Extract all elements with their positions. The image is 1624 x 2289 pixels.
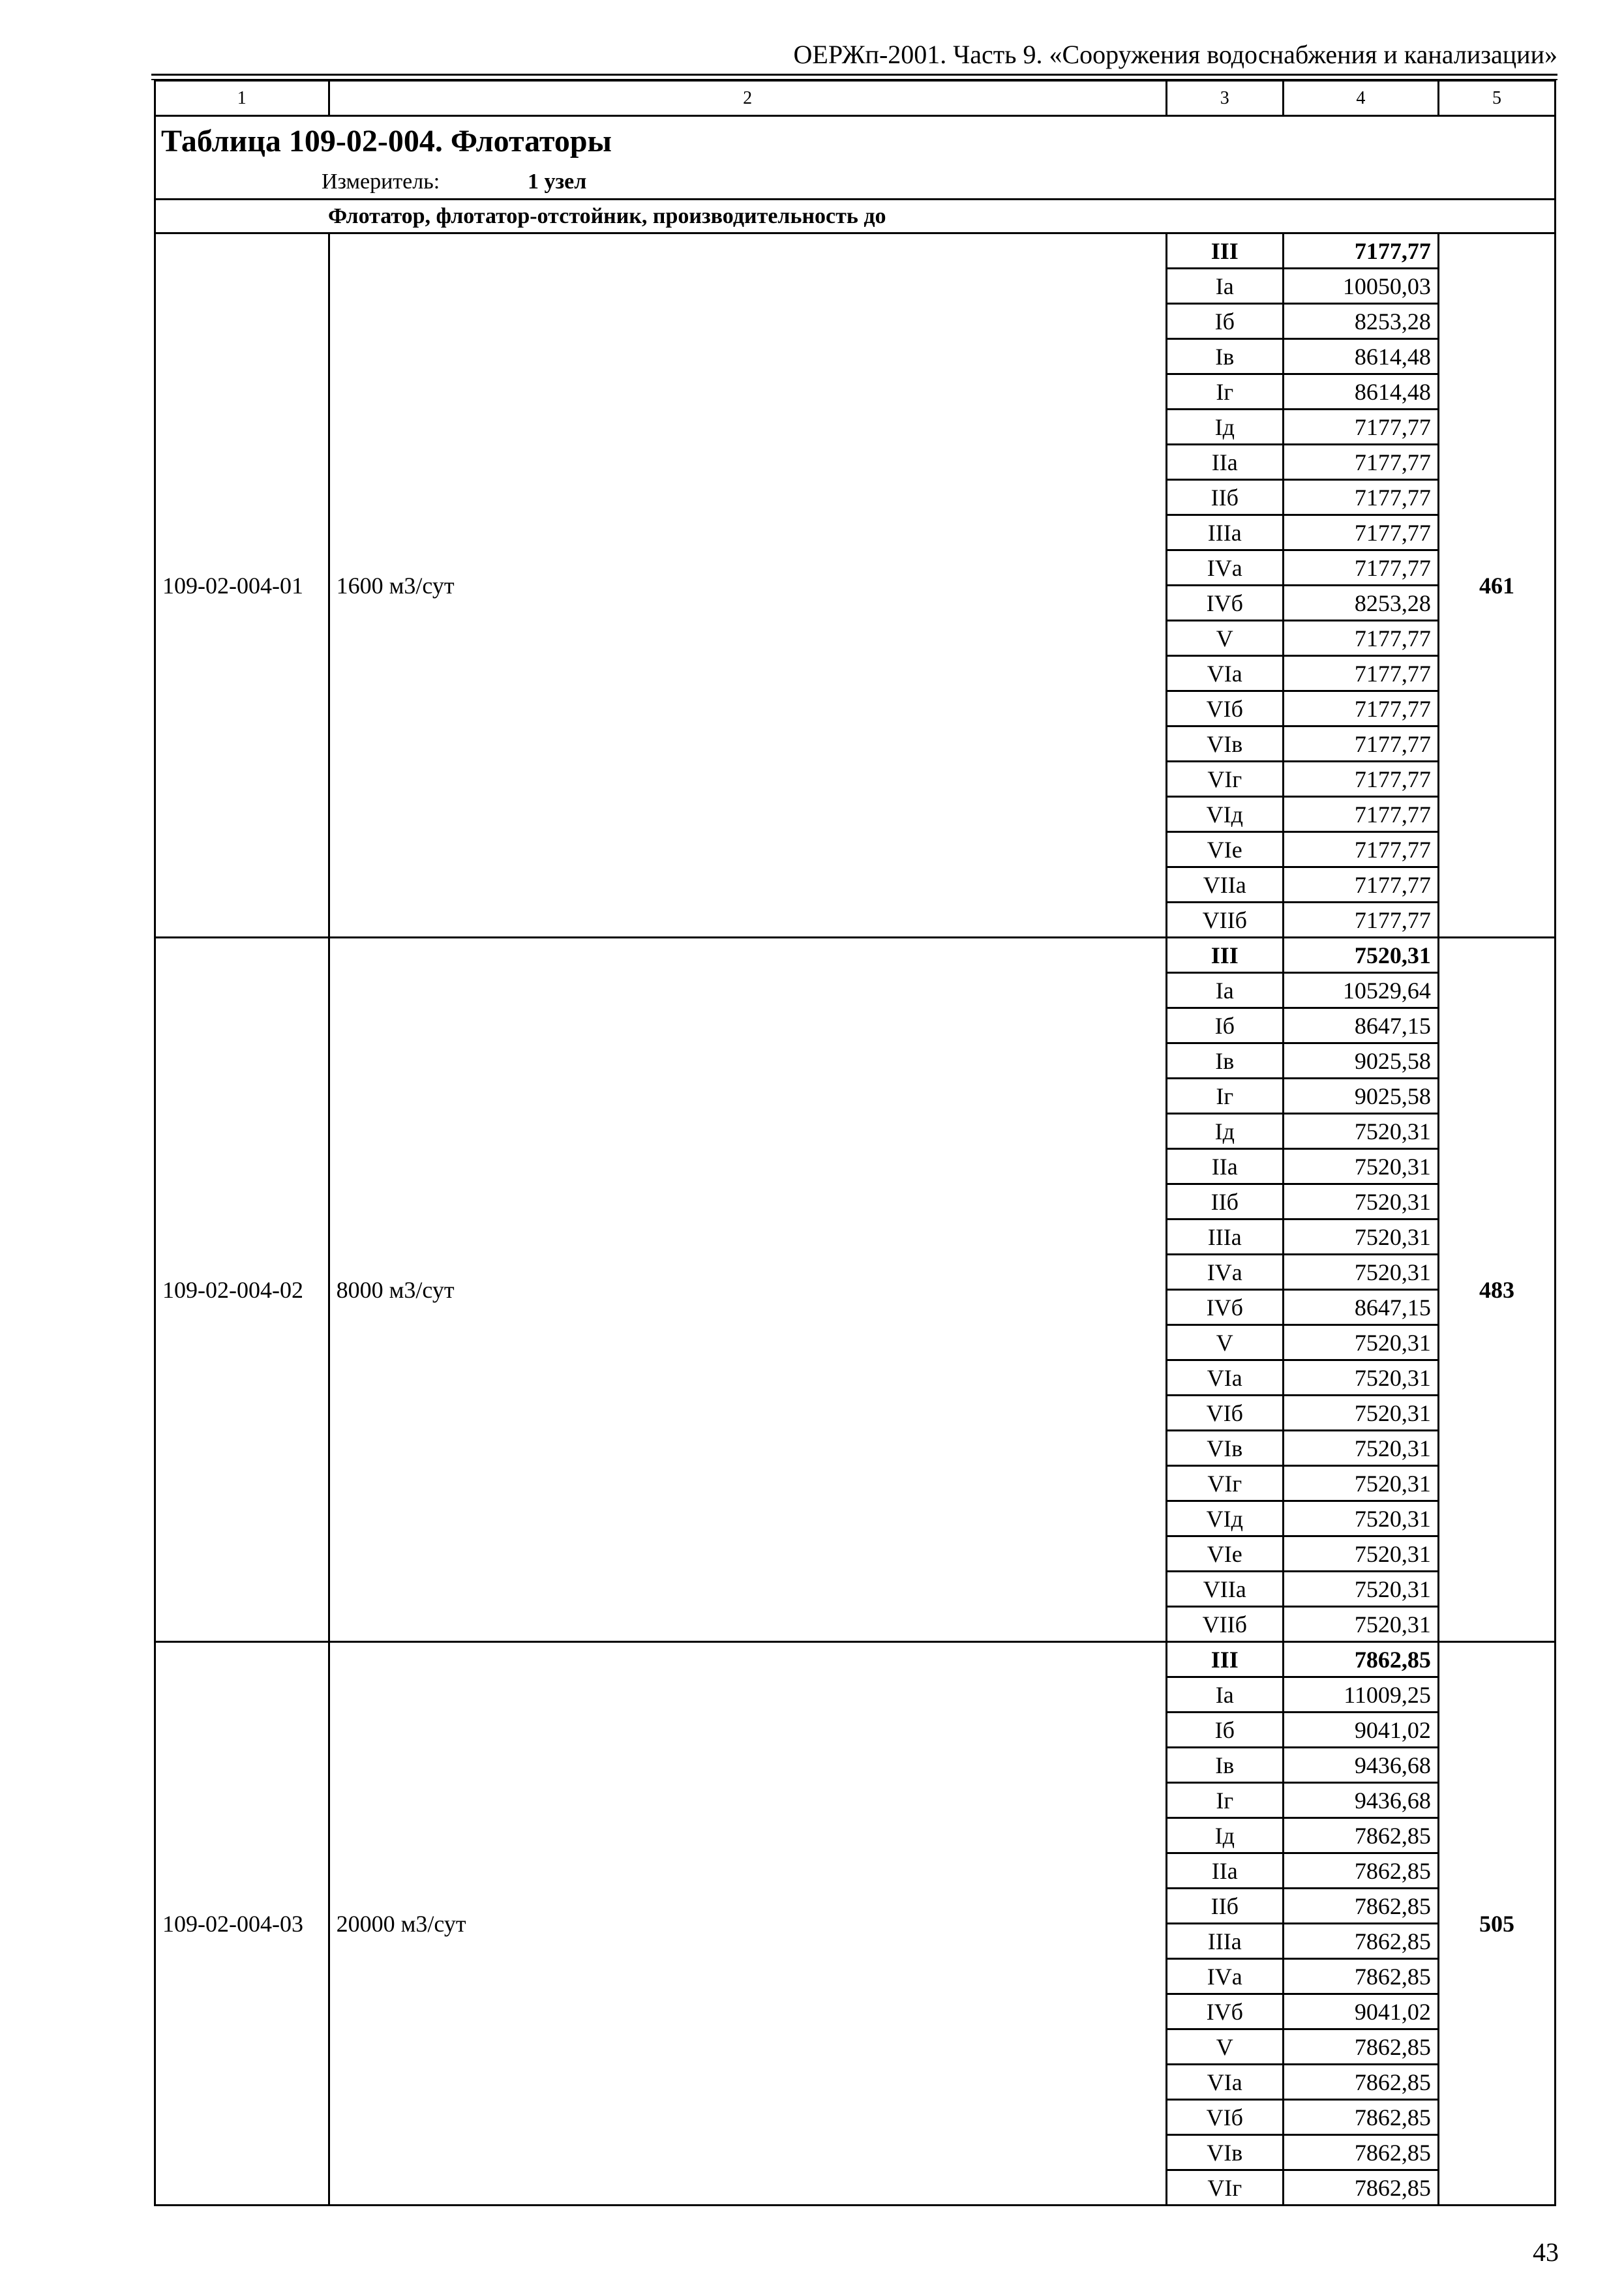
running-header: ОЕРЖп-2001. Часть 9. «Сооружения водоснабжения и канализации» (793, 40, 1557, 69)
zone-cell: Iг (1166, 374, 1283, 410)
zone-cell: VIв (1166, 1431, 1283, 1466)
price-cell: 7862,85 (1283, 1818, 1438, 1853)
zone-cell: IVб (1166, 1994, 1283, 2029)
price-cell: 7520,31 (1283, 1431, 1438, 1466)
price-cell: 8253,28 (1283, 586, 1438, 621)
zone-cell: III (1166, 1642, 1283, 1677)
price-cell: 7177,77 (1283, 480, 1438, 515)
column-number: 2 (329, 81, 1166, 116)
price-cell: 7177,77 (1283, 903, 1438, 938)
price-cell: 7177,77 (1283, 550, 1438, 586)
price-cell: 7862,85 (1283, 2029, 1438, 2065)
price-cell: 9041,02 (1283, 1994, 1438, 2029)
column-number: 4 (1283, 81, 1438, 116)
price-cell: 7520,31 (1283, 1219, 1438, 1255)
zone-cell: Iг (1166, 1783, 1283, 1818)
item-name: 8000 м3/сут (329, 938, 1166, 1642)
price-cell: 7520,31 (1283, 1149, 1438, 1184)
zone-cell: Iб (1166, 304, 1283, 339)
zone-cell: Iд (1166, 1114, 1283, 1149)
column-number-row (155, 81, 1556, 116)
item-code: 109-02-004-01 (155, 233, 329, 938)
price-cell: 7177,77 (1283, 410, 1438, 445)
price-cell: 7177,77 (1283, 797, 1438, 832)
zone-cell: VIг (1166, 1466, 1283, 1501)
extra-value: 505 (1438, 1642, 1555, 2206)
zone-cell: VIб (1166, 1396, 1283, 1431)
column-number: 3 (1166, 81, 1283, 116)
price-cell: 7520,31 (1283, 1184, 1438, 1219)
zone-cell: VIIб (1166, 1607, 1283, 1642)
price-cell: 7862,85 (1283, 1642, 1438, 1677)
price-cell: 7520,31 (1283, 938, 1438, 973)
zone-cell: IVа (1166, 1959, 1283, 1994)
zone-cell: VIд (1166, 797, 1283, 832)
price-cell: 7862,85 (1283, 2100, 1438, 2135)
zone-cell: IVб (1166, 1290, 1283, 1325)
meter-cell (155, 165, 1556, 200)
header-rule-thick (151, 74, 1557, 76)
meter (156, 167, 1554, 197)
zone-cell: IVа (1166, 550, 1283, 586)
zone-cell: V (1166, 2029, 1283, 2065)
extra-value: 483 (1438, 938, 1555, 1642)
price-cell: 7862,85 (1283, 2170, 1438, 2206)
price-cell: 7520,31 (1283, 1572, 1438, 1607)
zone-cell: III (1166, 938, 1283, 973)
zone-cell: Iа (1166, 1677, 1283, 1713)
zone-cell: IIа (1166, 1149, 1283, 1184)
price-cell: 7520,31 (1283, 1255, 1438, 1290)
price-cell: 7520,31 (1283, 1114, 1438, 1149)
price-cell: 7520,31 (1283, 1396, 1438, 1431)
price-cell: 9436,68 (1283, 1748, 1438, 1783)
zone-cell: VIIа (1166, 1572, 1283, 1607)
price-cell: 7177,77 (1283, 867, 1438, 903)
table-row (155, 1642, 1556, 1677)
price-cell: 7520,31 (1283, 1466, 1438, 1501)
zone-cell: Iд (1166, 410, 1283, 445)
zone-cell: Iв (1166, 339, 1283, 374)
price-cell: 7862,85 (1283, 2135, 1438, 2170)
column-number: 5 (1438, 81, 1555, 116)
zone-cell: IIа (1166, 1853, 1283, 1889)
table-row (155, 233, 1556, 269)
price-cell: 7862,85 (1283, 1924, 1438, 1959)
price-cell: 8253,28 (1283, 304, 1438, 339)
price-cell: 7177,77 (1283, 656, 1438, 691)
zone-cell: VIIа (1166, 867, 1283, 903)
section-row (155, 200, 1556, 233)
zone-cell: VIв (1166, 2135, 1283, 2170)
zone-cell: Iб (1166, 1008, 1283, 1043)
zone-cell: Iг (1166, 1079, 1283, 1114)
price-cell: 7177,77 (1283, 762, 1438, 797)
zone-cell: VIб (1166, 691, 1283, 726)
meter-row (155, 165, 1556, 200)
item-name: 1600 м3/сут (329, 233, 1166, 938)
price-cell: 7520,31 (1283, 1360, 1438, 1396)
zone-cell: IVа (1166, 1255, 1283, 1290)
price-cell: 7520,31 (1283, 1325, 1438, 1360)
item-name: 20000 м3/сут (329, 1642, 1166, 2206)
zone-cell: Iа (1166, 973, 1283, 1008)
zone-cell: III (1166, 233, 1283, 269)
zone-cell: VIа (1166, 656, 1283, 691)
price-cell: 7177,77 (1283, 515, 1438, 550)
zone-cell: Iд (1166, 1818, 1283, 1853)
price-cell: 7520,31 (1283, 1607, 1438, 1642)
item-code: 109-02-004-02 (155, 938, 329, 1642)
zone-cell: VIг (1166, 762, 1283, 797)
zone-cell: VIа (1166, 2065, 1283, 2100)
zone-cell: V (1166, 1325, 1283, 1360)
zone-cell: IIб (1166, 480, 1283, 515)
zone-cell: IIIа (1166, 1219, 1283, 1255)
price-cell: 10529,64 (1283, 973, 1438, 1008)
table-title: Таблица 109-02-004. Флотаторы (155, 116, 1556, 166)
zone-cell: Iа (1166, 269, 1283, 304)
price-cell: 7177,77 (1283, 726, 1438, 762)
price-cell: 8647,15 (1283, 1008, 1438, 1043)
column-number: 1 (155, 81, 329, 116)
price-cell: 7177,77 (1283, 832, 1438, 867)
section-title: Флотатор, флотатор-отстойник, производительность до (155, 200, 1556, 233)
zone-cell: IIIа (1166, 1924, 1283, 1959)
table-row (155, 938, 1556, 973)
zone-cell: VIIб (1166, 903, 1283, 938)
zone-cell: IIб (1166, 1184, 1283, 1219)
meter-value: 1 узел (528, 169, 587, 194)
price-cell: 8614,48 (1283, 339, 1438, 374)
zone-cell: VIа (1166, 1360, 1283, 1396)
price-cell: 7862,85 (1283, 2065, 1438, 2100)
zone-cell: IIа (1166, 445, 1283, 480)
price-cell: 7862,85 (1283, 1889, 1438, 1924)
price-table (154, 80, 1556, 2206)
price-cell: 9436,68 (1283, 1783, 1438, 1818)
zone-cell: V (1166, 621, 1283, 656)
extra-value: 461 (1438, 233, 1555, 938)
price-cell: 7177,77 (1283, 691, 1438, 726)
price-cell: 7177,77 (1283, 445, 1438, 480)
zone-cell: IIIа (1166, 515, 1283, 550)
meter-label: Измеритель: (322, 169, 440, 194)
price-cell: 8647,15 (1283, 1290, 1438, 1325)
zone-cell: VIе (1166, 832, 1283, 867)
price-cell: 7862,85 (1283, 1959, 1438, 1994)
zone-cell: VIг (1166, 2170, 1283, 2206)
zone-cell: VIд (1166, 1501, 1283, 1536)
price-cell: 9025,58 (1283, 1043, 1438, 1079)
zone-cell: Iб (1166, 1713, 1283, 1748)
price-cell: 7177,77 (1283, 233, 1438, 269)
zone-cell: VIб (1166, 2100, 1283, 2135)
price-cell: 8614,48 (1283, 374, 1438, 410)
price-cell: 7520,31 (1283, 1536, 1438, 1572)
price-cell: 9025,58 (1283, 1079, 1438, 1114)
item-code: 109-02-004-03 (155, 1642, 329, 2206)
zone-cell: VIе (1166, 1536, 1283, 1572)
price-cell: 7177,77 (1283, 621, 1438, 656)
price-cell: 10050,03 (1283, 269, 1438, 304)
page-number: 43 (1533, 2237, 1559, 2267)
table-title-row (155, 116, 1556, 166)
price-cell: 11009,25 (1283, 1677, 1438, 1713)
zone-cell: IVб (1166, 586, 1283, 621)
price-cell: 7862,85 (1283, 1853, 1438, 1889)
zone-cell: Iв (1166, 1043, 1283, 1079)
zone-cell: VIв (1166, 726, 1283, 762)
price-cell: 9041,02 (1283, 1713, 1438, 1748)
zone-cell: IIб (1166, 1889, 1283, 1924)
zone-cell: Iв (1166, 1748, 1283, 1783)
price-cell: 7520,31 (1283, 1501, 1438, 1536)
